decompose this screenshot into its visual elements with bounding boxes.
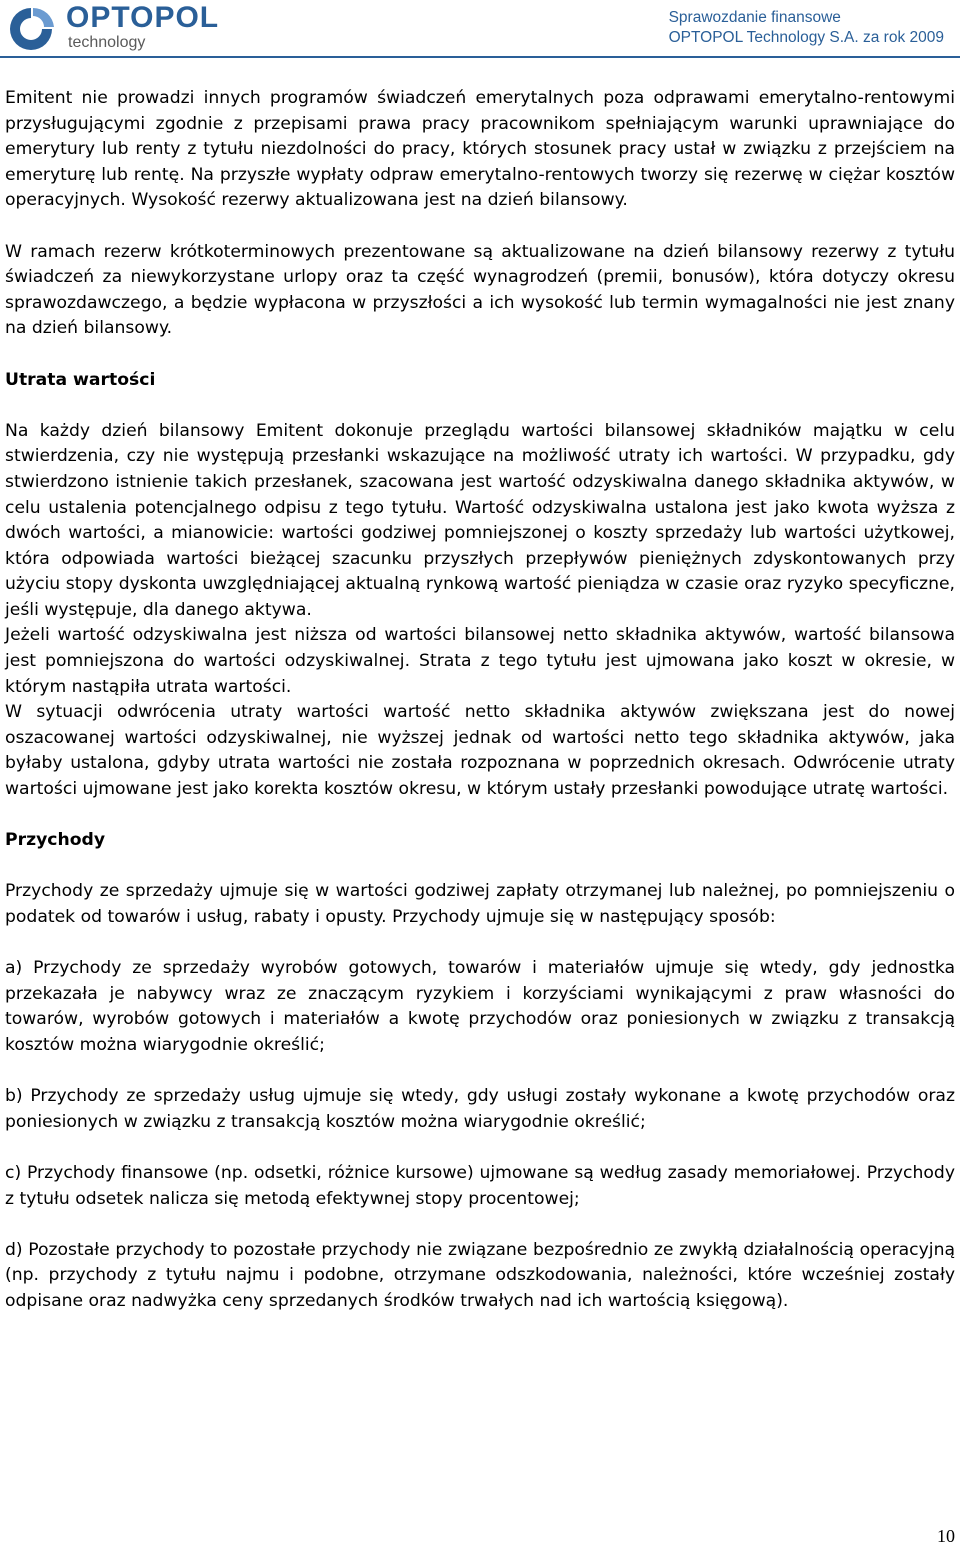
paragraph-gap: [5, 393, 955, 419]
paragraph-gap: [5, 342, 955, 368]
paragraph-gap: [5, 1212, 955, 1238]
list-item-revenue-d: d) Pozostałe przychody to pozostałe przychody nie związane bezpośrednio ze zwykłą działalnością operacyjną (np. przychody z tytułu najmu i podobne, otrzymane odszkodowania, należności, które wcześniej zostały odpisane oraz nadwyżka ceny sprzedanych środków trwałych nad ich wartością księgową).: [5, 1239, 955, 1311]
report-title-line1: Sprawozdanie finansowe: [668, 9, 841, 26]
company-logo: [6, 2, 266, 54]
paragraph-gap: [5, 1135, 955, 1161]
section-heading-impairment: Utrata wartości: [5, 369, 156, 390]
header-divider: [0, 56, 960, 58]
list-item-revenue-c: c) Przychody finansowe (np. odsetki, różnice kursowe) ujmowane są według zasady memoriałowej. Przychody z tytułu odsetek nalicza się metodą efektywnej stopy procentowej;: [5, 1162, 955, 1209]
list-item-revenue-b: b) Przychody ze sprzedaży usług ujmuje się wtedy, gdy usługi zostały wykonane a kwotę przychodów oraz poniesionych w związku z transakcją kosztów można wiarygodnie określić;: [5, 1086, 955, 1132]
document-body: [5, 86, 955, 1315]
logo-subtitle: technology: [68, 34, 146, 51]
section-heading-revenue: Przychody: [5, 830, 106, 851]
paragraph-revenue-recognition: Przychody ze sprzedaży ujmuje się w wartości godziwej zapłaty otrzymanej lub należnej, po pomniejszeniu o podatek od towarów i usług, rabaty i opusty. Przychody ujmuje się w następujący sposób:: [5, 881, 955, 927]
paragraph-gap: [5, 931, 955, 957]
optopol-logo-icon: [6, 6, 56, 52]
paragraph-gap: [5, 854, 955, 880]
page-number: 10: [937, 1526, 955, 1546]
paragraph-gap: [5, 214, 955, 240]
paragraph-gap: [5, 803, 955, 829]
paragraph-impairment-review: Na każdy dzień bilansowy Emitent dokonuje przeglądu wartości bilansowej składników majątku w celu stwierdzenia, czy nie występują przesłanki wskazujące na możliwość utraty ich wartości. W przypadku, gdy stwierdzono istnienie takich przesłanek, szacowana jest wartość odzyskiwalna danego składnika aktywów, w celu ustalenia potencjalnego odpisu z tego tytułu. Wartość odzyskiwalna ustalona jest jako kwota wyższa z dwóch wartości, a mianowicie: wartości godziwej pomniejszonej o koszty sprzedaży lub wartości użytkowej, która odpowiada wartości bieżącej szacunku przyszłych przepływów pieniężnych zdyskontowanych przy użyciu stopy dyskonta uwzględniającej aktualną rynkową wartość pieniądza w czasie oraz ryzyko specyficzne, jeśli występuje, dla danego aktywa.: [5, 420, 955, 620]
logo-wordmark: OPTOPOL: [66, 1, 220, 34]
paragraph-pension-benefits: Emitent nie prowadzi innych programów świadczeń emerytalnych poza odprawami emerytalno-rentowymi przysługującymi zgodnie z przepisami prawa pracy pracownikom spełniającym warunki uprawniające do emerytury lub renty z tytułu niezdolności do pracy, których stosunek pracy ustał w związku z przejściem na emeryturę lub rentę. Na przyszłe wypłaty odpraw emerytalno-rentowych tworzy się rezerwę w ciężar kosztów operacyjnych. Wysokość rezerwy aktualizowana jest na dzień bilansowy.: [5, 88, 955, 211]
list-item-revenue-a: a) Przychody ze sprzedaży wyrobów gotowych, towarów i materiałów ujmuje się wtedy, gdy jednostka przekazała je nabywcy wraz ze znaczącym ryzykiem i korzyściami wynikającymi z praw własności do towarów, wyrobów gotowych i materiałów a kwotę przychodów oraz poniesionych w związku z transakcją kosztów można wiarygodnie określić;: [5, 958, 955, 1055]
paragraph-impairment-loss: Jeżeli wartość odzyskiwalna jest niższa od wartości bilansowej netto składnika aktywów, wartość bilansowa jest pomniejszona do wartości odzyskiwalnej. Strata z tego tytułu jest ujmowana jako koszt w okresie, w którym nastąpiła utrata wartości.: [5, 625, 955, 697]
paragraph-short-term-provisions: W ramach rezerw krótkoterminowych prezentowane są aktualizowane na dzień bilansowy rezerwy z tytułu świadczeń za niewykorzystane urlopy oraz ta część wynagrodzeń (premii, bonusów), która dotyczy okresu sprawozdawczego, a będzie wypłacona w przyszłości a ich wysokość lub termin wymagalności nie jest znany na dzień bilansowy.: [5, 241, 955, 339]
page-header: [0, 0, 960, 62]
paragraph-impairment-reversal: W sytuacji odwrócenia utraty wartości wartość netto składnika aktywów zwiększana jest do nowej oszacowanej wartości odzyskiwalnej, nie wyższej jednak od wartości netto tego składnika aktywów, jaka byłaby ustalona, gdyby utrata wartości nie została rozpoznana w poprzednich okresach. Odwrócenie utraty wartości ujmowane jest jako korekta kosztów okresu, w którym ustały przesłanki powodujące utratę wartości.: [5, 702, 955, 800]
paragraph-gap: [5, 1059, 955, 1085]
report-title-line2: OPTOPOL Technology S.A. za rok 2009: [668, 29, 944, 46]
report-title: [669, 8, 944, 48]
